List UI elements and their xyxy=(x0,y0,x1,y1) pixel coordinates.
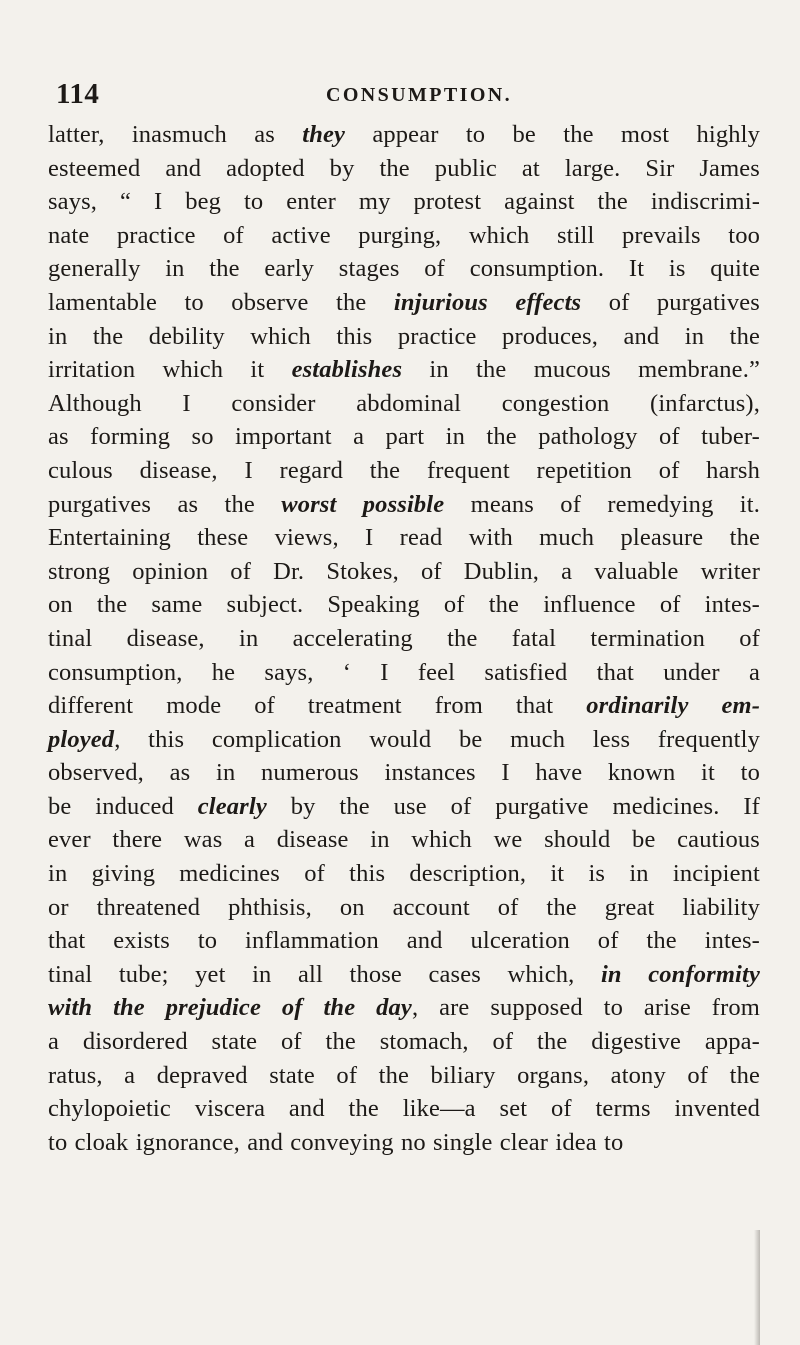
text-line xyxy=(48,320,760,354)
text-line xyxy=(48,823,760,857)
text-segment: on the same subject. Speaking of the influence of intes- xyxy=(48,591,760,619)
text-segment: means of remedying it. xyxy=(444,490,760,518)
text-segment: ratus, a depraved state of the biliary organs, atony of the xyxy=(48,1061,760,1089)
text-segment: esteemed and adopted by the public at large. Sir James xyxy=(48,154,760,182)
text-segment: in giving medicines of this description, it is in incipient xyxy=(48,860,760,888)
text-line xyxy=(48,857,760,891)
text-segment: consumption, he says, ‘ I feel satisfied that under a xyxy=(48,658,760,686)
text-segment: or threatened phthisis, on account of the great liability xyxy=(48,893,760,921)
running-title: CONSUMPTION. xyxy=(326,84,513,106)
text-line xyxy=(48,622,760,656)
text-segment: be induced xyxy=(48,792,198,820)
text-segment: irritation which it xyxy=(48,356,292,384)
text-line xyxy=(48,891,760,925)
text-segment: appear to be the most highly xyxy=(345,121,761,148)
text-line xyxy=(48,118,760,152)
text-segment: tinal disease, in accelerating the fatal termination of xyxy=(48,624,760,652)
text-segment: tinal tube; yet in all those cases which, xyxy=(48,960,601,988)
text-line xyxy=(48,756,760,790)
text-line xyxy=(48,1092,760,1126)
text-segment: a disordered state of the stomach, of the digestive appa- xyxy=(48,1028,760,1056)
text-line xyxy=(48,790,760,824)
page-number: 114 xyxy=(56,78,100,110)
text-line xyxy=(48,555,760,589)
running-head xyxy=(48,78,760,108)
text-segment: , this complication would be much less frequently xyxy=(114,725,760,753)
text-line xyxy=(48,353,760,387)
italic-emphasis: with the prejudice of the day xyxy=(48,994,412,1022)
text-segment: culous disease, I regard the frequent repetition of harsh xyxy=(48,456,760,484)
text-segment: observed, as in numerous instances I have known it to xyxy=(48,759,760,787)
text-segment: by the use of purgative medicines. If xyxy=(266,792,760,820)
text-segment: chylopoietic viscera and the like—a set of terms invented xyxy=(48,1095,760,1123)
text-segment: strong opinion of Dr. Stokes, of Dublin, a valuable writer xyxy=(48,557,760,585)
text-line xyxy=(48,924,760,958)
italic-emphasis: worst possible xyxy=(281,490,445,518)
text-line xyxy=(48,454,760,488)
italic-emphasis: establishes xyxy=(291,356,403,384)
italic-emphasis: clearly xyxy=(197,792,267,820)
text-segment: Entertaining these views, I read with much pleasure the xyxy=(48,524,760,552)
text-line xyxy=(48,723,760,757)
text-line xyxy=(48,991,760,1025)
italic-emphasis: injurious effects xyxy=(393,288,582,316)
text-segment: purgatives as the xyxy=(48,490,282,518)
text-line xyxy=(48,689,760,723)
text-line xyxy=(48,387,760,421)
text-segment: , are supposed to arise from xyxy=(411,994,760,1022)
text-line xyxy=(48,1126,760,1160)
italic-emphasis: ordinarily em- xyxy=(586,692,761,720)
text-segment: generally in the early stages of consumption. It is quite xyxy=(48,255,760,283)
text-line xyxy=(48,656,760,690)
italic-emphasis: they xyxy=(302,121,346,148)
text-segment: that exists to inflammation and ulceration of the intes- xyxy=(48,927,760,955)
text-segment: nate practice of active purging, which still prevails too xyxy=(48,221,760,249)
text-segment: to cloak ignorance, and conveying no single clear idea to xyxy=(48,1128,624,1156)
text-line xyxy=(48,521,760,555)
text-segment: says, “ I beg to enter my protest against the indiscrimi- xyxy=(48,188,760,216)
book-page xyxy=(48,0,760,1345)
text-line xyxy=(48,252,760,286)
text-segment: Although I consider abdominal congestion (infarctus), xyxy=(48,389,760,417)
italic-emphasis: in conformity xyxy=(600,960,760,988)
text-segment: latter, inasmuch as xyxy=(48,121,303,148)
page-edge-shadow xyxy=(754,1230,760,1345)
text-line xyxy=(48,588,760,622)
text-segment: different mode of treatment from that xyxy=(48,692,587,720)
text-line xyxy=(48,1025,760,1059)
text-line xyxy=(48,219,760,253)
text-segment: in the mucous membrane.” xyxy=(402,356,760,384)
text-line xyxy=(48,152,760,186)
text-segment: ever there was a disease in which we should be cautious xyxy=(48,826,760,854)
text-line xyxy=(48,185,760,219)
italic-emphasis: ployed xyxy=(48,725,115,753)
text-segment: as forming so important a part in the pathology of tuber- xyxy=(48,423,760,451)
text-segment: of purgatives xyxy=(581,288,760,316)
text-line xyxy=(48,958,760,992)
text-line xyxy=(48,1059,760,1093)
body-paragraph xyxy=(48,118,760,1159)
text-segment: lamentable to observe the xyxy=(48,288,394,316)
text-segment: in the debility which this practice produces, and in the xyxy=(48,322,760,350)
text-line xyxy=(48,488,760,522)
text-line xyxy=(48,286,760,320)
text-line xyxy=(48,420,760,454)
